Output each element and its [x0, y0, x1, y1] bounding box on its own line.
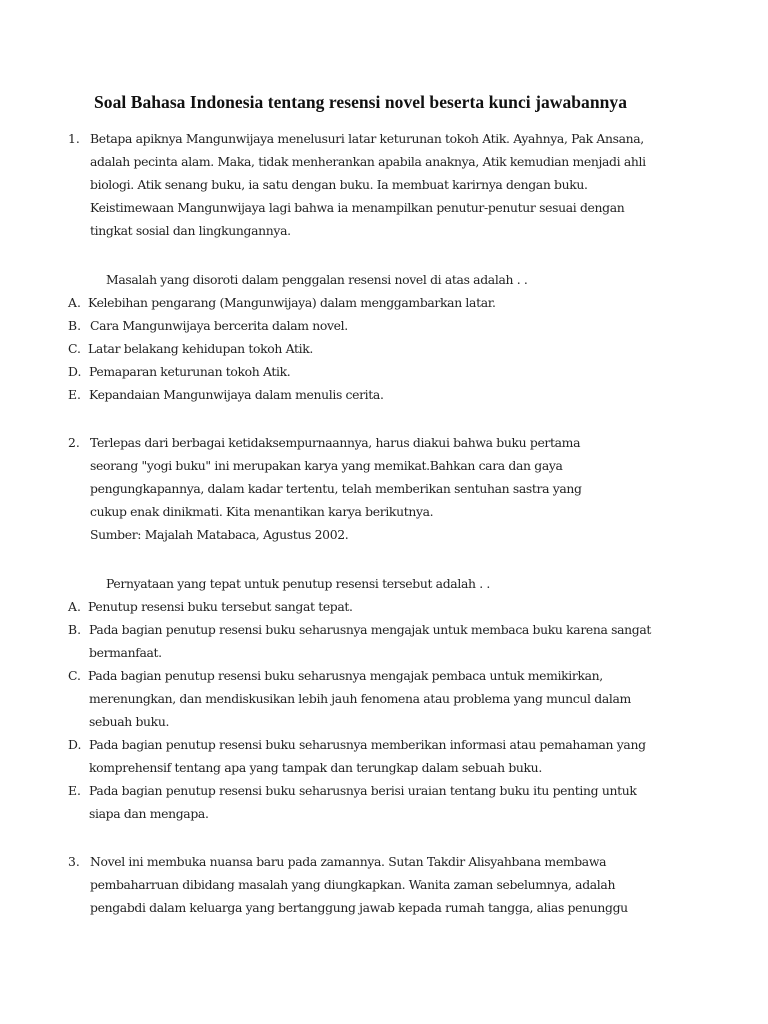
passage-line: Terlepas dari berbagai ketidaksempurnaannya, harus diakui bahwa buku pertama — [90, 435, 581, 450]
option-letter: B. — [68, 318, 82, 333]
option-b: Pada bagian penutup resensi buku seharusnya mengajak untuk membaca buku karena sangat — [89, 622, 652, 637]
option-letter: D. — [68, 364, 82, 379]
option-d: Pada bagian penutup resensi buku seharusnya memberikan informasi atau pemahaman yang — [89, 737, 646, 752]
option-c: Latar belakang kehidupan tokoh Atik. — [88, 341, 313, 356]
passage-line: Keistimewaan Mangunwijaya lagi bahwa ia menampilkan penutur-penutur sesuai dengan — [90, 200, 625, 215]
option-a: Penutup resensi buku tersebut sangat tepat. — [88, 599, 353, 614]
question-prompt: Masalah yang disoroti dalam penggalan resensi novel di atas adalah . . — [106, 272, 528, 287]
option-d-cont: komprehensif tentang apa yang tampak dan terungkap dalam sebuah buku. — [89, 760, 542, 775]
passage-line: adalah pecinta alam. Maka, tidak menherankan apabila anaknya, Atik kemudian menjadi ahli — [90, 154, 646, 169]
passage-line: seorang "yogi buku" ini merupakan karya yang memikat.Bahkan cara dan gaya — [90, 458, 563, 473]
passage-line: pembaharruan dibidang masalah yang diungkapkan. Wanita zaman sebelumnya, adalah — [90, 877, 616, 892]
option-letter: C. — [68, 341, 81, 356]
option-letter: B. — [68, 622, 82, 637]
option-letter: E. — [68, 387, 81, 402]
option-b-cont: bermanfaat. — [89, 645, 162, 660]
passage-line: Betapa apiknya Mangunwijaya menelusuri latar keturunan tokoh Atik. Ayahnya, Pak Ansana, — [90, 131, 644, 146]
option-b: Cara Mangunwijaya bercerita dalam novel. — [90, 318, 348, 333]
option-e: Kepandaian Mangunwijaya dalam menulis cerita. — [89, 387, 384, 402]
question-number: 3. — [68, 854, 80, 869]
option-c-cont: merenungkan, dan mendiskusikan lebih jauh fenomena atau problema yang muncul dalam — [89, 691, 631, 706]
option-a: Kelebihan pengarang (Mangunwijaya) dalam menggambarkan latar. — [88, 295, 496, 310]
option-letter: D. — [68, 737, 82, 752]
option-letter: A. — [68, 295, 81, 310]
question-number: 2. — [68, 435, 80, 450]
option-e: Pada bagian penutup resensi buku seharusnya berisi uraian tentang buku itu penting untuk — [89, 783, 637, 798]
option-c: Pada bagian penutup resensi buku seharusnya mengajak pembaca untuk memikirkan, — [88, 668, 603, 683]
passage-line: pengungkapannya, dalam kadar tertentu, telah memberikan sentuhan sastra yang — [90, 481, 582, 496]
question-prompt: Pernyataan yang tepat untuk penutup resensi tersebut adalah . . — [106, 576, 490, 591]
passage-line: cukup enak dinikmati. Kita menantikan karya berikutnya. — [90, 504, 434, 519]
option-c-cont: sebuah buku. — [89, 714, 170, 729]
option-letter: E. — [68, 783, 81, 798]
passage-line: biologi. Atik senang buku, ia satu dengan buku. Ia membuat karirnya dengan buku. — [90, 177, 588, 192]
passage-line: pengabdi dalam keluarga yang bertanggung jawab kepada rumah tangga, alias penunggu — [90, 900, 628, 915]
passage-source: Sumber: Majalah Matabaca, Agustus 2002. — [90, 527, 349, 542]
option-d: Pemaparan keturunan tokoh Atik. — [89, 364, 291, 379]
option-letter: C. — [68, 668, 81, 683]
option-e-cont: siapa dan mengapa. — [89, 806, 209, 821]
question-number: 1. — [68, 131, 80, 146]
option-letter: A. — [68, 599, 81, 614]
page-title: Soal Bahasa Indonesia tentang resensi novel beserta kunci jawabannya — [94, 92, 628, 112]
passage-line: Novel ini membuka nuansa baru pada zamannya. Sutan Takdir Alisyahbana membawa — [90, 854, 607, 869]
passage-line: tingkat sosial dan lingkungannya. — [90, 223, 291, 238]
